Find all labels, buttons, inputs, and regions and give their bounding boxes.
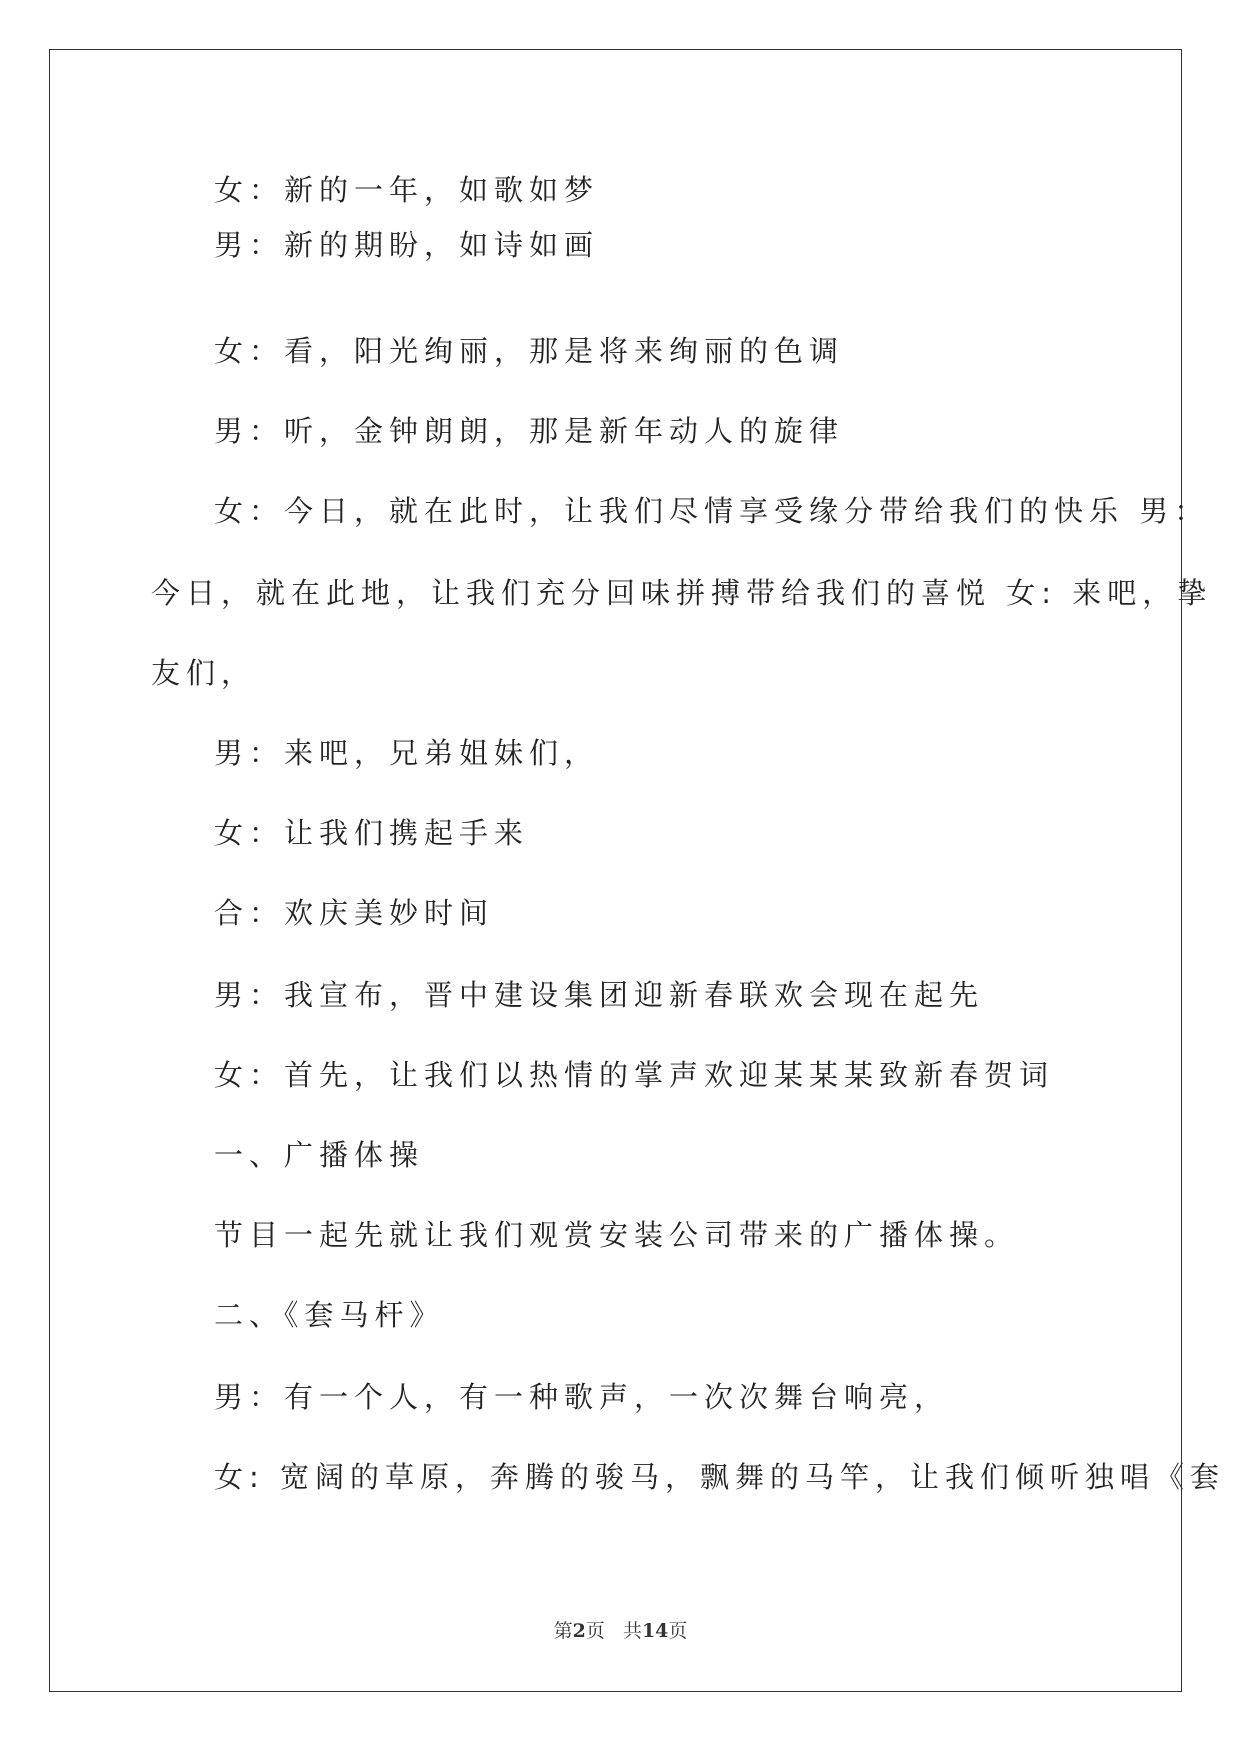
footer-suffix: 页 bbox=[668, 1620, 688, 1642]
text-line: 友们， bbox=[151, 656, 257, 690]
total-page-number: 14 bbox=[641, 1620, 669, 1642]
text-line: 女：看，阳光绚丽，那是将来绚丽的色调 bbox=[214, 334, 845, 368]
text-line: 男：有一个人，有一种歌声，一次次舞台响亮， bbox=[214, 1380, 950, 1414]
text-line: 女：今日，就在此时，让我们尽情享受缘分带给我们的快乐 男： bbox=[214, 494, 1210, 528]
text-line: 男：新的期盼，如诗如画 bbox=[214, 228, 600, 262]
page-border bbox=[49, 49, 1182, 1692]
footer-mid: 页 共 bbox=[585, 1620, 642, 1642]
text-line: 女：首先，让我们以热情的掌声欢迎某某某致新春贺词 bbox=[214, 1058, 1055, 1092]
text-line: 男：我宣布，晋中建设集团迎新春联欢会现在起先 bbox=[214, 978, 985, 1012]
text-line: 女：新的一年，如歌如梦 bbox=[214, 173, 600, 207]
footer-prefix: 第 bbox=[553, 1620, 573, 1642]
text-line: 女: 宽阔的草原，奔腾的骏马，飘舞的马竿，让我们倾听独唱《套 bbox=[214, 1460, 1225, 1494]
section-heading: 一、广播体操 bbox=[214, 1138, 425, 1172]
text-line: 男：来吧，兄弟姐妹们， bbox=[214, 736, 600, 770]
text-line: 合：欢庆美妙时间 bbox=[214, 896, 495, 930]
current-page-number: 2 bbox=[572, 1620, 586, 1642]
text-line: 节目一起先就让我们观赏安装公司带来的广播体操。 bbox=[214, 1218, 1020, 1252]
section-heading: 二、《套马杆》 bbox=[214, 1298, 445, 1332]
text-line: 男：听，金钟朗朗，那是新年动人的旋律 bbox=[214, 414, 845, 448]
text-line: 今日，就在此地，让我们充分回味拼搏带给我们的喜悦 女: 来吧，挚 bbox=[151, 576, 1213, 610]
text-line: 女：让我们携起手来 bbox=[214, 816, 530, 850]
page-footer bbox=[0, 1616, 1241, 1643]
